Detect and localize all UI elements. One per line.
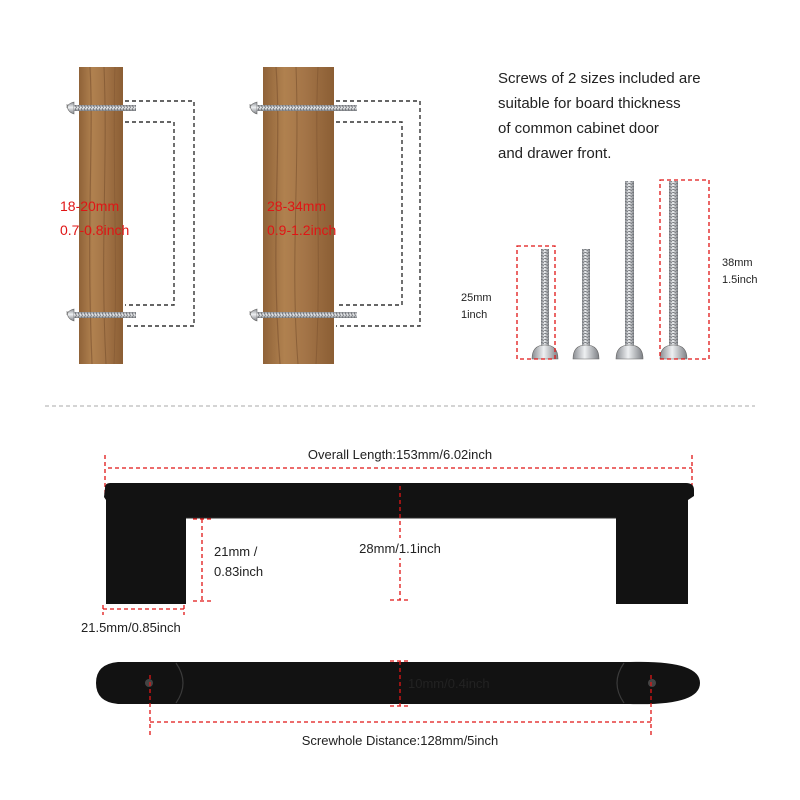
leg-height-label-2: 0.83inch [214,564,264,579]
board-thin-mm-label: 18-20mm [60,198,120,214]
board-thick-inch-label: 0.9-1.2inch [267,222,337,238]
long-screw-inch-label: 1.5inch [722,274,758,286]
short-screw-icon [573,249,599,359]
long-screw-mm-label: 38mm [722,257,753,269]
short-screw-bracket [517,246,555,359]
wood-board-thin [79,67,123,364]
note-line-1: Screws of 2 sizes included are [498,70,701,87]
board-thickness-bracket [125,122,174,305]
handle-top-silhouette [96,662,700,704]
long-screw-icon [660,181,687,359]
note-line-4: and drawer front. [498,145,612,162]
screw-hole-left [145,679,153,687]
overall-length-label: Overall Length:153mm/6.02inch [307,447,493,462]
total-height-label: 28mm/1.1inch [359,541,441,556]
handle-side-view [81,444,694,635]
board-thick-diagram [250,67,420,364]
long-screw-icon [616,181,643,359]
screw-length-bracket [336,101,420,326]
screw-set [461,180,757,359]
wood-board-thick [263,67,337,364]
bar-width-label: 10mm/0.4inch [408,676,490,691]
short-screw-icon [532,249,558,359]
board-thickness-bracket [336,122,402,305]
note-line-2: suitable for board thickness [498,95,681,112]
handle-top-view [96,661,700,748]
screw-info-note [498,70,701,162]
leg-width-label: 21.5mm/0.85inch [81,620,181,635]
note-line-3: of common cabinet door [498,120,659,137]
long-screw-bracket [660,180,709,359]
screw-length-bracket [125,101,194,326]
board-thick-mm-label: 28-34mm [267,198,327,214]
board-thin-diagram [60,67,194,364]
short-screw-inch-label: 1inch [461,309,488,321]
short-screw-mm-label: 25mm [461,292,492,304]
leg-height-label-1: 21mm / [214,544,258,559]
screw-hole-right [648,679,656,687]
board-thin-inch-label: 0.7-0.8inch [60,222,130,238]
screwhole-distance-label: Screwhole Distance:128mm/5inch [301,733,499,748]
